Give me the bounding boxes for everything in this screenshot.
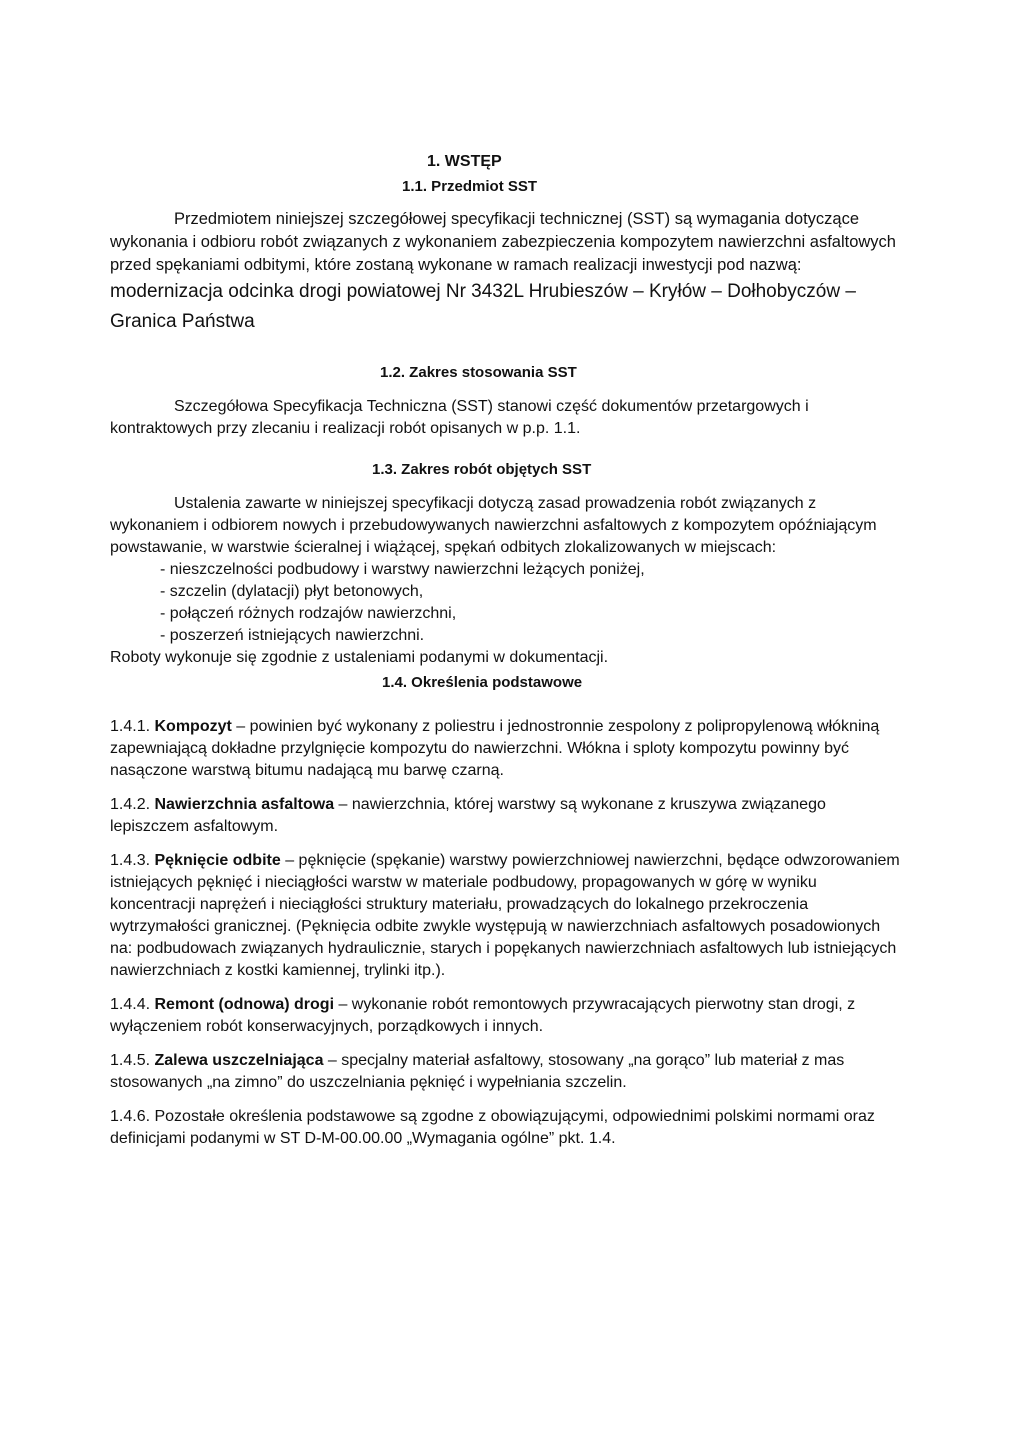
document-page <box>110 150 900 1162</box>
list-item: - nieszczelności podbudowy i warstwy nawierzchni leżących poniżej, <box>160 561 645 578</box>
definition-term: Remont (odnowa) drogi <box>154 996 335 1013</box>
section-1-3-text: Ustalenia zawarte w niniejszej specyfikacji dotyczą zasad prowadzenia robót związanych z wykonaniem i odbiorem nowych i przebudowywanych nawierzchni asfaltowych z kompozytem opóźniającym powstawanie, w warstwie ścieralnej i wiążącej, spękań odbitych zlokalizowanych w miejscach: <box>110 495 877 556</box>
main-heading: 1. WSTĘP <box>427 153 502 170</box>
section-1-1-text <box>110 208 900 337</box>
definition-item <box>110 1106 900 1150</box>
section-1-3-title: 1.3. Zakres robót objętych SST <box>372 461 592 478</box>
locations-list <box>110 559 900 647</box>
definition-item <box>110 994 900 1038</box>
definition-text: – nawierzchnia, której warstwy są wykonane z kruszywa związanego lepiszczem asfaltowym. <box>110 796 826 835</box>
definitions <box>110 716 900 1150</box>
definition-number: 1.4.5. <box>110 1052 151 1069</box>
definition-term: Pęknięcie odbite <box>154 852 281 869</box>
definition-text: – powinien być wykonany z poliestru i jednostronnie zespolony z polipropylenową włókniną zapewniającą dokładne przylgnięcie kompozytu do nawierzchni. Włókna i sploty kompozytu powinny być nasączone warstwą bitumu nadającą mu barwę czarną. <box>110 718 880 779</box>
definition-number: 1.4.6. <box>110 1108 151 1125</box>
section-1-3 <box>110 493 900 669</box>
list-item: - szczelin (dylatacji) płyt betonowych, <box>160 583 424 600</box>
section-1-1-body: Przedmiotem niniejszej szczegółowej specyfikacji technicznej (SST) są wymagania dotyczące wykonania i odbioru robót związanych z wykonaniem zabezpieczenia kompozytem nawierzchni asfaltowych przed spękaniami odbitymi, które zostaną wykonane w ramach realizacji inwestycji pod nazwą: <box>110 210 896 274</box>
section-1-2-title: 1.2. Zakres stosowania SST <box>380 364 577 381</box>
definition-number: 1.4.1. <box>110 718 151 735</box>
definition-term: Kompozyt <box>154 718 232 735</box>
definition-number: 1.4.2. <box>110 796 151 813</box>
definition-number: 1.4.3. <box>110 852 151 869</box>
list-item: - połączeń różnych rodzajów nawierzchni, <box>160 605 457 622</box>
definition-item <box>110 716 900 782</box>
section-1-2 <box>110 396 900 440</box>
definition-term: Zalewa uszczelniająca <box>154 1052 324 1069</box>
section-1-3-closing: Roboty wykonuje się zgodnie z ustaleniami podanymi w dokumentacji. <box>110 649 609 666</box>
section-1-1-title: 1.1. Przedmiot SST <box>402 178 538 195</box>
section-1-2-text: Szczegółowa Specyfikacja Techniczna (SST) stanowi część dokumentów przetargowych i kontraktowych przy zlecaniu i realizacji robót opisanych w p.p. 1.1. <box>110 398 809 437</box>
definition-item <box>110 1050 900 1094</box>
list-item: - poszerzeń istniejących nawierzchni. <box>160 627 425 644</box>
definition-text: – specjalny materiał asfaltowy, stosowany „na gorąco” lub materiał z mas stosowanych „na zimno” do uszczelniania pęknięć i wypełniania szczelin. <box>110 1052 845 1091</box>
definition-text: Pozostałe określenia podstawowe są zgodne z obowiązującymi, odpowiednimi polskimi normami oraz definicjami podanymi w ST D-M-00.00.00 „Wymagania ogólne” pkt. 1.4. <box>110 1108 875 1147</box>
definition-number: 1.4.4. <box>110 996 151 1013</box>
section-1-4-title: 1.4. Określenia podstawowe <box>382 674 583 691</box>
definition-text: – wykonanie robót remontowych przywracających pierwotny stan drogi, z wyłączeniem robót konserwacyjnych, porządkowych i innych. <box>110 996 856 1035</box>
definition-text: – pęknięcie (spękanie) warstwy powierzchniowej nawierzchni, będące odwzorowaniem istniejących pęknięć i nieciągłości warstw w materiale podbudowy, propagowanych w górę w wyniku koncentracji naprężeń i nieciągłości struktury materiału, prowadzących do lokalnego przekroczenia wytrzymałości granicznej. (Pęknięcia odbite zwykle występują w nawierzchniach asfaltowych posadowionych na: podbudowach związanych hydraulicznie, starych i popękanych nawierzchniach asfaltowych lub istniejących nawierzchniach z kostki kamiennej, trylinki itp.). <box>110 852 900 979</box>
definition-item <box>110 850 900 982</box>
definition-item <box>110 794 900 838</box>
project-name: modernizacja odcinka drogi powiatowej Nr 3432L Hrubieszów – Kryłów – Dołhobyczów – Granica Państwa <box>110 281 856 332</box>
definition-term: Nawierzchnia asfaltowa <box>154 796 335 813</box>
